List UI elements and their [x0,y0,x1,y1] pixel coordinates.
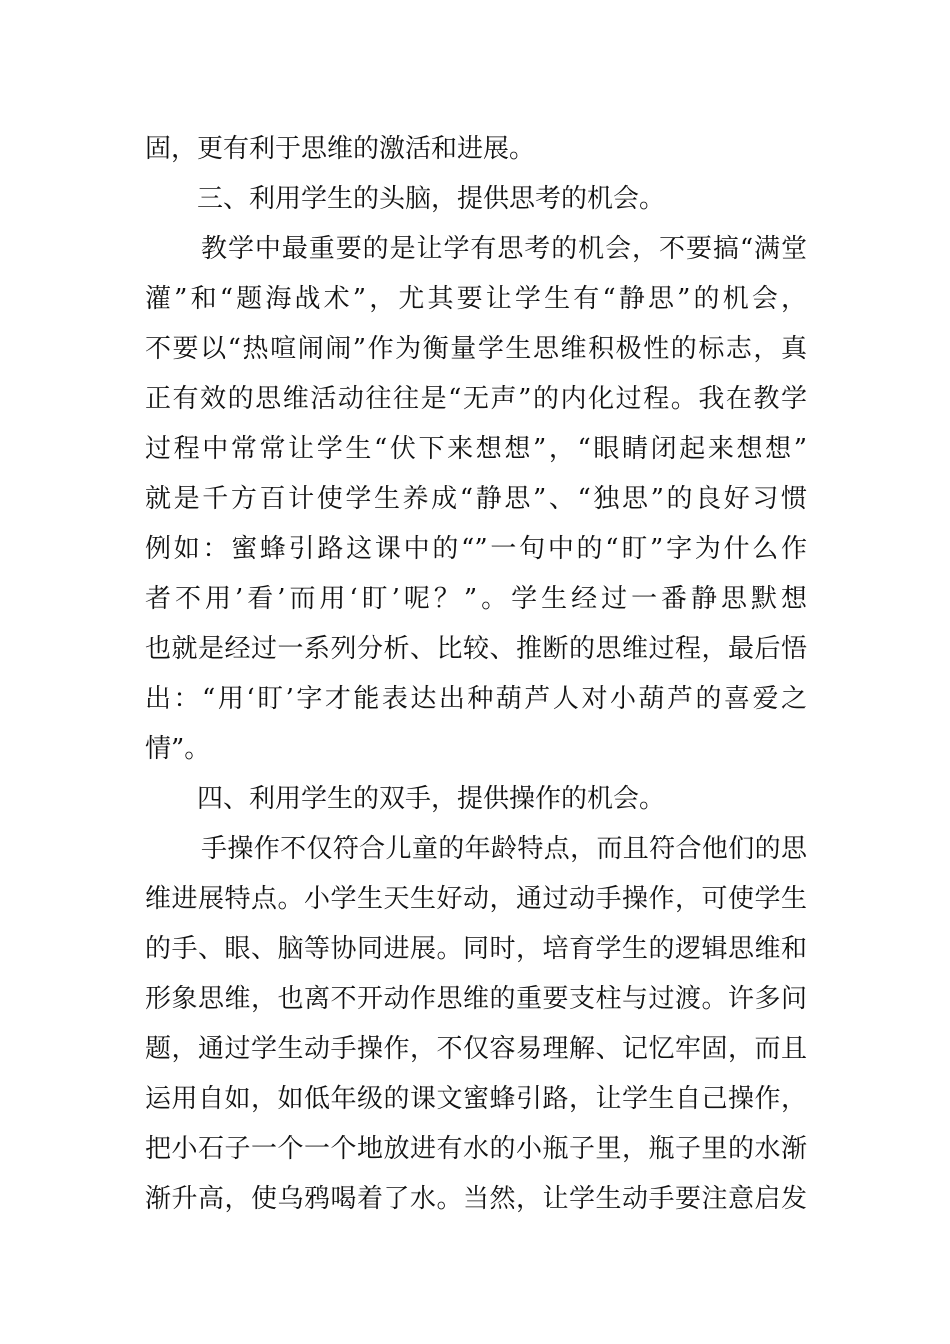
text-line: 运用自如，如低年级的课文蜜蜂引路，让学生自己操作， [145,1084,807,1114]
text-line: 把小石子一个一个地放进有水的小瓶子里，瓶子里的水渐 [145,1134,807,1164]
text-line: 渐升高，使乌鸦喝着了水。当然，让学生动手要注意启发 [145,1184,807,1214]
text-line: 就是千方百计使学生养成“静思”、“独思”的良好习惯 [145,484,807,514]
text-line: 者不用’看’而用‘盯’呢？”。学生经过一番静思默想 [145,584,807,614]
text-line: 教学中最重要的是让学有思考的机会，不要搞“满堂 [201,234,807,264]
text-line: 过程中常常让学生“伏下来想想”，“眼睛闭起来想想” [145,434,807,464]
text-line: 维进展特点。小学生天生好动，通过动手操作，可使学生 [145,884,807,914]
document-body [145,124,807,1224]
text-line: 灌”和“题海战术”，尤其要让学生有“静思”的机会， [145,284,807,314]
section-heading-3: 三、利用学生的头脑，提供思考的机会。 [197,184,666,214]
text-line: 手操作不仅符合儿童的年龄特点，而且符合他们的思 [201,834,807,864]
text-line: 也就是经过一系列分析、比较、推断的思维过程，最后悟 [145,634,807,664]
section-heading-4: 四、利用学生的双手，提供操作的机会。 [197,784,666,814]
text-line: 的手、眼、脑等协同进展。同时，培育学生的逻辑思维和 [145,934,807,964]
text-line: 正有效的思维活动往往是“无声”的内化过程。我在教学 [145,384,807,414]
text-line: 不要以“热喧闹闹”作为衡量学生思维积极性的标志，真 [145,334,807,364]
text-line: 固，更有利于思维的激活和进展。 [145,134,536,164]
text-line: 情”。 [145,734,211,764]
text-line: 出：“用‘盯’字才能表达出种葫芦人对小葫芦的喜爱之 [145,684,807,714]
text-line: 题，通过学生动手操作，不仅容易理解、记忆牢固，而且 [145,1034,807,1064]
text-line: 例如：蜜蜂引路这课中的“”一句中的“盯”字为什么作 [145,534,807,564]
text-line: 形象思维，也离不开动作思维的重要支柱与过渡。许多问 [145,984,807,1014]
